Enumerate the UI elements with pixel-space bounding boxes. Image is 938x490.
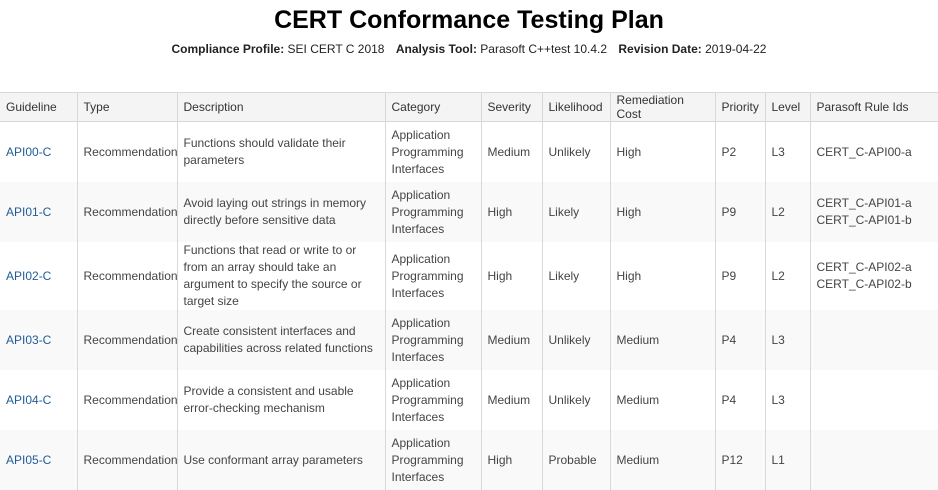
priority-cell: P2	[715, 122, 765, 183]
likelihood-cell: Unlikely	[542, 370, 610, 430]
priority-cell: P9	[715, 242, 765, 310]
table-row	[0, 310, 938, 370]
table-row	[0, 430, 938, 490]
description-cell: Provide a consistent and usable error-checking mechanism	[177, 370, 385, 430]
description-cell: Functions should validate their parameters	[177, 122, 385, 183]
type-cell: Recommendation	[77, 182, 177, 242]
likelihood-cell: Unlikely	[542, 122, 610, 183]
date-label: Revision Date:	[618, 42, 701, 56]
table-row	[0, 370, 938, 430]
level-cell: L3	[765, 370, 810, 430]
type-cell: Recommendation	[77, 430, 177, 490]
profile-label: Compliance Profile:	[172, 42, 285, 56]
rule-ids-cell	[810, 430, 938, 490]
guideline-cell[interactable]: API05-C	[0, 430, 77, 490]
rule-id: CERT_C-API02-b	[817, 276, 938, 293]
category-cell: Application Programming Interfaces	[385, 310, 481, 370]
column-header[interactable]: Category	[385, 93, 481, 122]
priority-cell: P9	[715, 182, 765, 242]
severity-cell: High	[481, 430, 542, 490]
column-header[interactable]: Type	[77, 93, 177, 122]
category-cell: Application Programming Interfaces	[385, 182, 481, 242]
remediation-cost-cell: Medium	[610, 370, 715, 430]
column-header[interactable]: Remediation Cost	[610, 93, 715, 122]
type-cell: Recommendation	[77, 370, 177, 430]
table-row	[0, 242, 938, 310]
likelihood-cell: Likely	[542, 182, 610, 242]
guideline-cell[interactable]: API01-C	[0, 182, 77, 242]
profile-value: SEI CERT C 2018	[288, 42, 385, 56]
severity-cell: High	[481, 182, 542, 242]
rule-ids-cell	[810, 242, 938, 310]
level-cell: L2	[765, 182, 810, 242]
severity-cell: High	[481, 242, 542, 310]
category-cell: Application Programming Interfaces	[385, 242, 481, 310]
type-cell: Recommendation	[77, 310, 177, 370]
table-row	[0, 122, 938, 183]
report-meta	[0, 41, 938, 57]
tool-label: Analysis Tool:	[396, 42, 477, 56]
description-cell: Avoid laying out strings in memory directly before sensitive data	[177, 182, 385, 242]
guideline-cell[interactable]: API02-C	[0, 242, 77, 310]
column-header[interactable]: Parasoft Rule Ids	[810, 93, 938, 122]
category-cell: Application Programming Interfaces	[385, 430, 481, 490]
remediation-cost-cell: Medium	[610, 430, 715, 490]
rule-ids-cell	[810, 182, 938, 242]
remediation-cost-cell: Medium	[610, 310, 715, 370]
column-header[interactable]: Guideline	[0, 93, 77, 122]
rule-ids-cell	[810, 122, 938, 183]
page-title: CERT Conformance Testing Plan	[0, 0, 938, 35]
severity-cell: Medium	[481, 370, 542, 430]
remediation-cost-cell: High	[610, 242, 715, 310]
description-cell: Create consistent interfaces and capabilities across related functions	[177, 310, 385, 370]
remediation-cost-cell: High	[610, 122, 715, 183]
type-cell: Recommendation	[77, 242, 177, 310]
level-cell: L3	[765, 122, 810, 183]
guideline-cell[interactable]: API00-C	[0, 122, 77, 183]
description-cell: Functions that read or write to or from an array should take an argument to specify the source or target size	[177, 242, 385, 310]
rule-id: CERT_C-API01-a	[817, 195, 938, 212]
priority-cell: P12	[715, 430, 765, 490]
category-cell: Application Programming Interfaces	[385, 122, 481, 183]
likelihood-cell: Probable	[542, 430, 610, 490]
table-row	[0, 182, 938, 242]
level-cell: L2	[765, 242, 810, 310]
description-cell: Use conformant array parameters	[177, 430, 385, 490]
column-header[interactable]: Priority	[715, 93, 765, 122]
date-value: 2019-04-22	[705, 42, 766, 56]
severity-cell: Medium	[481, 310, 542, 370]
guideline-cell[interactable]: API04-C	[0, 370, 77, 430]
priority-cell: P4	[715, 310, 765, 370]
guideline-cell[interactable]: API03-C	[0, 310, 77, 370]
likelihood-cell: Likely	[542, 242, 610, 310]
likelihood-cell: Unlikely	[542, 310, 610, 370]
category-cell: Application Programming Interfaces	[385, 370, 481, 430]
severity-cell: Medium	[481, 122, 542, 183]
rule-id: CERT_C-API01-b	[817, 212, 938, 229]
column-header[interactable]: Level	[765, 93, 810, 122]
column-header[interactable]: Likelihood	[542, 93, 610, 122]
rule-ids-cell	[810, 370, 938, 430]
column-header[interactable]: Description	[177, 93, 385, 122]
tool-value: Parasoft C++test 10.4.2	[480, 42, 607, 56]
level-cell: L1	[765, 430, 810, 490]
priority-cell: P4	[715, 370, 765, 430]
remediation-cost-cell: High	[610, 182, 715, 242]
rule-ids-cell	[810, 310, 938, 370]
type-cell: Recommendation	[77, 122, 177, 183]
column-header[interactable]: Severity	[481, 93, 542, 122]
conformance-table	[0, 92, 938, 490]
table-header-row	[0, 93, 938, 122]
rule-id: CERT_C-API00-a	[817, 144, 938, 161]
level-cell: L3	[765, 310, 810, 370]
rule-id: CERT_C-API02-a	[817, 259, 938, 276]
